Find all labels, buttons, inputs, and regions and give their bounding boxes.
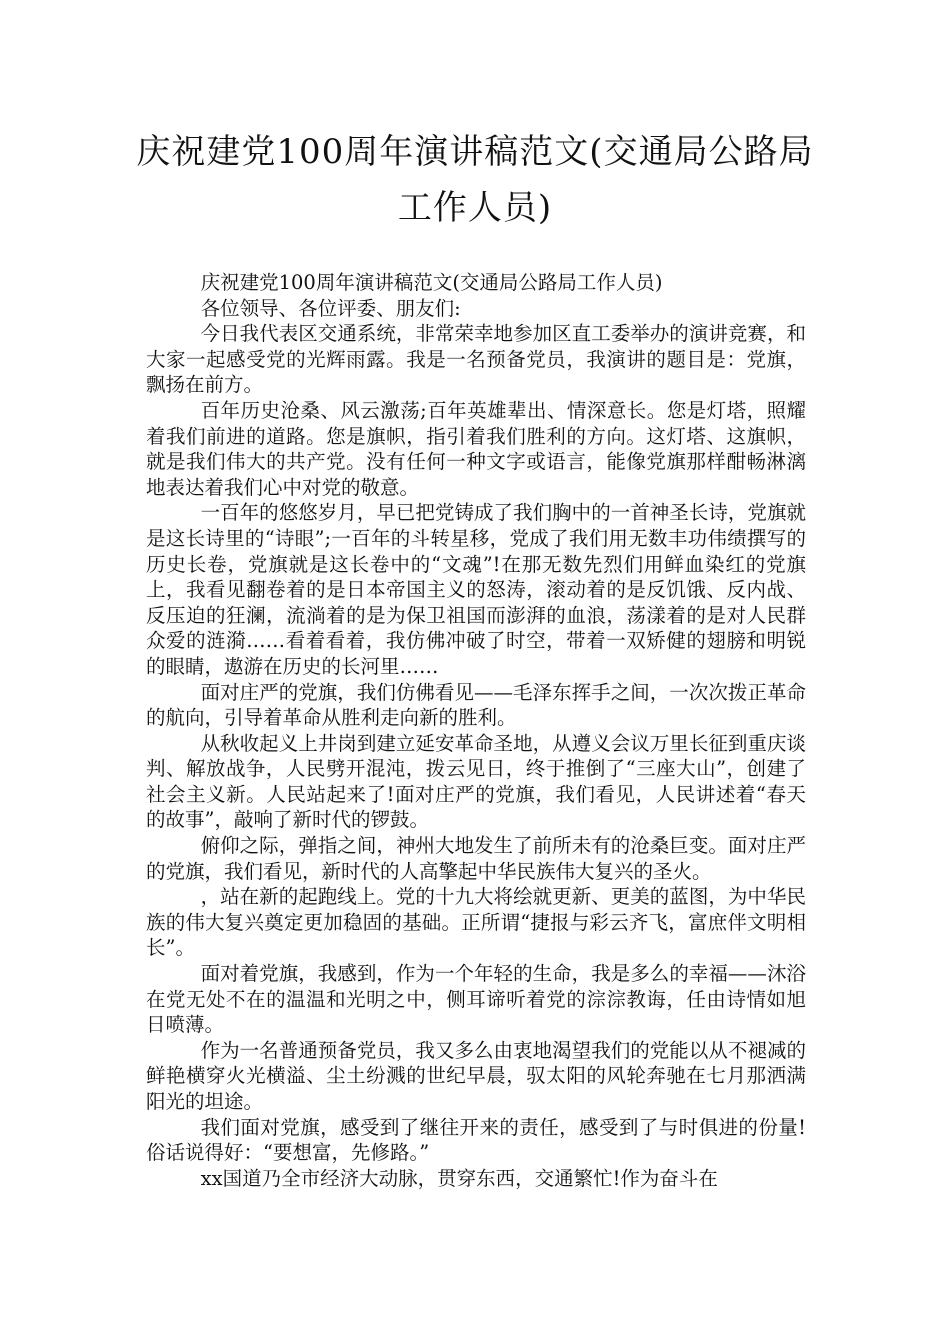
paragraph: 今日我代表区交通系统，非常荣幸地参加区直工委举办的演讲竞赛，和大家一起感受党的光辉雨露。我是一名预备党员，我演讲的题目是：党旗，飘扬在前方。 xyxy=(146,322,806,397)
paragraph: 俯仰之际，弹指之间，神州大地发生了前所未有的沧桑巨变。面对庄严的党旗，我们看见，新时代的人高擎起中华民族伟大复兴的圣火。 xyxy=(146,834,806,883)
paragraph: 一百年的悠悠岁月，早已把党铸成了我们胸中的一首神圣长诗，党旗就是这长诗里的“诗眼”;一百年的斗转星移，党成了我们用无数丰功伟绩撰写的历史长卷，党旗就是这长卷中的“文魂”!在那无数先烈们用鲜血染红的党旗上，我看见翻卷着的是日本帝国主义的怒涛，滚动着的是反饥饿、反内战、反压迫的狂澜，流淌着的是为保卫祖国而澎湃的血浪，荡漾着的是对人民群众爱的涟漪……看着看着，我仿佛冲破了时空，带着一双矫健的翅膀和明锐的眼睛，遨游在历史的长河里…… xyxy=(146,501,806,678)
paragraph-salutation: 各位领导、各位评委、朋友们: xyxy=(200,296,461,320)
paragraph: 我们面对党旗，感受到了继往开来的责任，感受到了与时俱进的份量!俗话说得好：“要想富，先修路。” xyxy=(146,1115,806,1165)
paragraph: xx国道乃全市经济大动脉，贯穿东西，交通繁忙!作为奋斗在 xyxy=(200,1166,718,1190)
paragraph: 作为一名普通预备党员，我又多么由衷地渴望我们的党能以从不褪减的鲜艳横穿火光横溢、尘土纷溅的世纪早晨，驭太阳的风轮奔驰在七月那洒满阳光的坦途。 xyxy=(146,1038,806,1113)
paragraph: 面对庄严的党旗，我们仿佛看见——毛泽东挥手之间，一次次拨正革命的航向，引导着革命从胜利走向新的胜利。 xyxy=(146,680,806,730)
document-title: 庆祝建党100周年演讲稿范文(交通局公路局工作人员) xyxy=(136,132,814,228)
paragraph: 从秋收起义上井岗到建立延安革命圣地，从遵义会议万里长征到重庆谈判、解放战争，人民劈开混沌，拨云见日，终于推倒了“三座大山”，创建了社会主义新。人民站起来了!面对庄严的党旗，我们看见，人民讲述着“春天的故事”，敲响了新时代的锣鼓。 xyxy=(146,731,806,832)
document-body xyxy=(146,270,806,1191)
paragraph-subtitle: 庆祝建党100周年演讲稿范文(交通局公路局工作人员) xyxy=(200,271,663,294)
paragraph: 百年历史沧桑、风云激荡;百年英雄辈出、情深意长。您是灯塔，照耀着我们前进的道路。您是旗帜，指引着我们胜利的方向。这灯塔、这旗帜，就是我们伟大的共产党。没有任何一种文字或语言，能像党旗那样酣畅淋漓地表达着我们心中对党的敬意。 xyxy=(146,398,806,499)
paragraph: ，站在新的起跑线上。党的十九大将绘就更新、更美的蓝图，为中华民族的伟大复兴奠定更加稳固的基础。正所谓“捷报与彩云齐飞，富庶伴文明相长”。 xyxy=(146,885,806,960)
paragraph: 面对着党旗，我感到，作为一个年轻的生命，我是多么的幸福——沐浴在党无处不在的温温和光明之中，侧耳谛听着党的淙淙教诲，任由诗情如旭日喷薄。 xyxy=(146,962,806,1037)
